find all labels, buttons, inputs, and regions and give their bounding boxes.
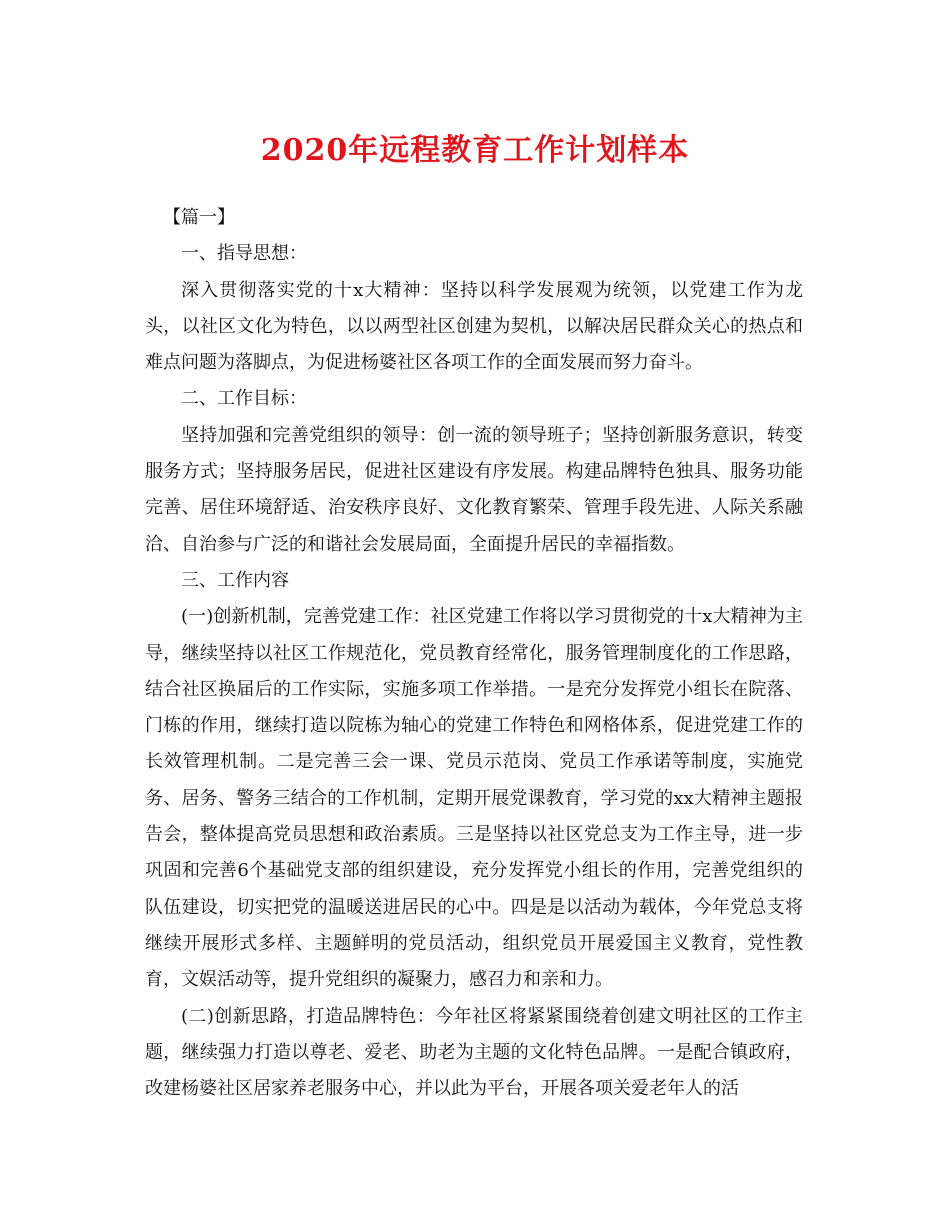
heading-work-goals: 二、工作目标： bbox=[181, 388, 307, 410]
heading-guiding-ideology: 一、指导思想： bbox=[181, 243, 307, 265]
paragraph-guiding-ideology: 深入贯彻落实党的十x大精神：坚持以科学发展观为统领，以党建工作为龙头，以社区文化为特色，以以两型社区创建为契机，以解决居民群众关心的热点和难点问题为落脚点，为促进杨婆社区各项工作的全面发展而努力奋斗。 bbox=[145, 279, 803, 374]
heading-work-content: 三、工作内容 bbox=[181, 569, 289, 591]
paragraph-party-building: (一)创新机制，完善党建工作：社区党建工作将以学习贯彻党的十x大精神为主导，继续坚持以社区工作规范化，党员教育经常化，服务管理制度化的工作思路，结合社区换届后的工作实际，实施多项工作举措。一是充分发挥党小组长在院落、门栋的作用，继续打造以院栋为轴心的党建工作特色和网格体系，促进党建工作的长效管理机制。二是完善三会一课、党员示范岗、党员工作承诺等制度，实施党务、居务、警务三结合的工作机制，定期开展党课教育，学习党的xx大精神主题报告会，整体提高党员思想和政治素质。三是坚持以社区党总支为工作主导，进一步巩固和完善6个基础党支部的组织建设，充分发挥党小组长的作用，完善党组织的队伍建设，切实把党的温暖送进居民的心中。四是是以活动为载体，今年党总支将继续开展形式多样、主题鲜明的党员活动，组织党员开展爱国主义教育，党性教育，文娱活动等，提升党组织的凝聚力，感召力和亲和力。 bbox=[145, 606, 803, 991]
paragraph-brand-features: (二)创新思路，打造品牌特色：今年社区将紧紧围绕着创建文明社区的工作主题，继续强力打造以尊老、爱老、助老为主题的文化特色品牌。一是配合镇政府，改建杨婆社区居家养老服务中心，并以此为平台，开展各项关爱老年人的活 bbox=[145, 1005, 803, 1100]
paragraph-work-goals: 坚持加强和完善党组织的领导：创一流的领导班子；坚持创新服务意识，转变服务方式；坚持服务居民，促进社区建设有序发展。构建品牌特色独具、服务功能完善、居住环境舒适、治安秩序良好、文化教育繁荣、管理手段先进、人际关系融洽、自治参与广泛的和谐社会发展局面，全面提升居民的幸福指数。 bbox=[145, 424, 803, 555]
document-body bbox=[145, 200, 803, 1107]
section-tag: 【篇一】 bbox=[163, 207, 235, 228]
document-title: 2020年远程教育工作计划样本 bbox=[260, 133, 690, 168]
